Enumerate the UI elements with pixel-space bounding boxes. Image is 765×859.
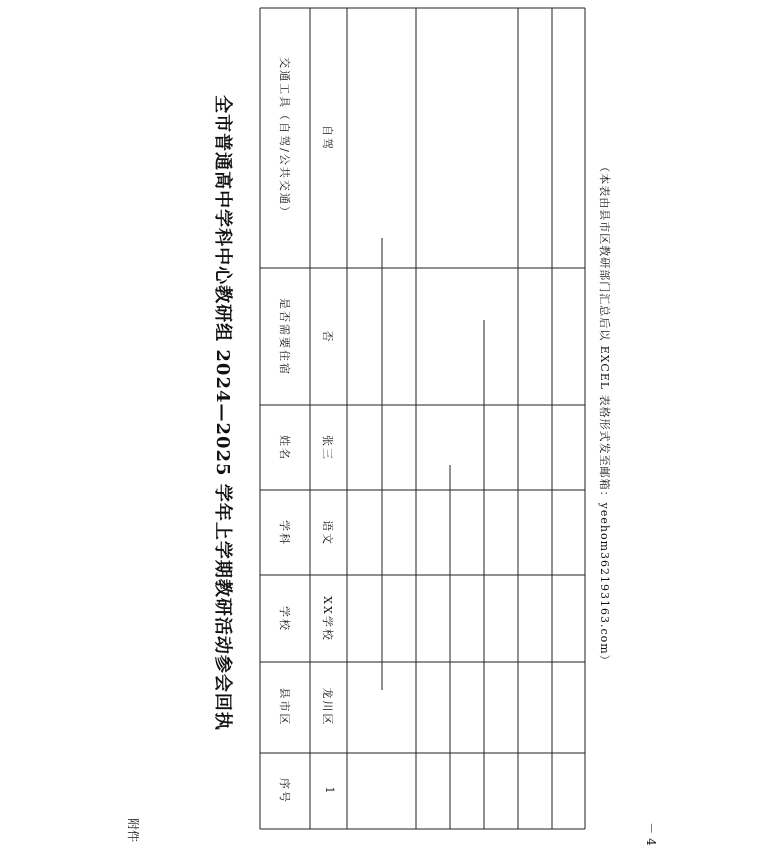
header-county: 县市区 <box>278 687 291 727</box>
header-seq: 序号 <box>278 778 291 804</box>
cell-transport: 自驾 <box>321 125 334 151</box>
header-lodging: 是否需要住宿 <box>278 298 291 376</box>
cell-county: 龙川区 <box>321 687 334 727</box>
cell-lodging: 否 <box>321 330 334 344</box>
footnote: （本表由县市区教研部门汇总后以 EXCEL 表格形式发至邮箱：yeehom362193163.com） <box>598 161 611 667</box>
header-subject: 学科 <box>278 520 291 546</box>
cell-name: 张三 <box>321 435 334 461</box>
header-school: 学校 <box>278 606 291 632</box>
annex-label: 附件 <box>126 817 140 842</box>
header-transport: 交通工具（自驾/公共交通） <box>278 57 291 219</box>
cell-seq: 1 <box>323 786 336 796</box>
page-title: 全市普通高中学科中心教研组 2024—2025 学年上学期教研活动参会回执 <box>212 95 233 731</box>
cell-subject: 语文 <box>321 520 334 546</box>
page-number: － 4 <box>644 822 658 846</box>
header-name: 姓名 <box>278 435 291 461</box>
cell-school: XX学校 <box>321 596 334 642</box>
